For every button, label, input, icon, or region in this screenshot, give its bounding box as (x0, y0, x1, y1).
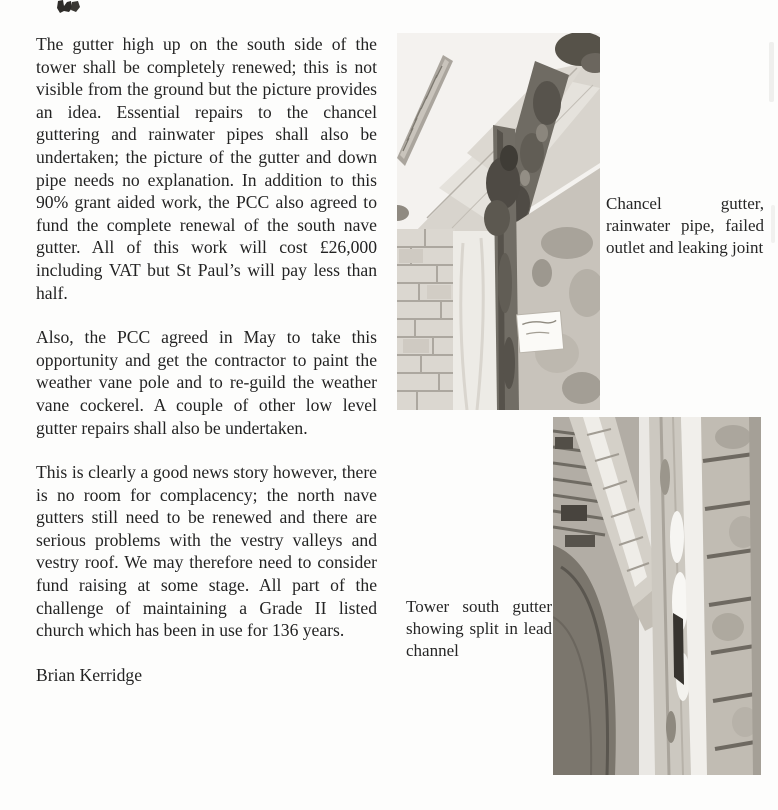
chancel-photo-caption: Chancel gutter, rainwater pipe, failed outlet and leaking joint (606, 194, 764, 257)
ink-blot-shape (56, 0, 81, 20)
paragraph-gutter-renewal: The gutter high up on the south side of the tower shall be completely renewed; this is not visible from the ground but the picture provides an idea. Essential repairs to the chancel guttering and rainwater pipes shall also be undertaken; the picture of the gutter and down pipe needs no explanation. In addition to this 90% grant aided work, the PCC also agreed to fund the complete renewal of the south nave gutter. All of this work will cost £26,000 including VAT but St Paul’s will pay less than half. (36, 34, 377, 303)
article-text-column (36, 33, 377, 686)
scan-edge-smudge (769, 42, 774, 102)
chancel-gutter-photo-image (397, 33, 600, 410)
brick-wall (397, 229, 455, 410)
ink-blot-artifact (56, 0, 81, 20)
stone-blocks (701, 417, 761, 775)
lead-split-crack (673, 613, 684, 685)
notice-sign (517, 311, 564, 353)
tower-photo-caption: Tower south gutter showing split in lead channel (406, 597, 552, 660)
tower-gutter-photo (553, 417, 761, 775)
paragraph-good-news: This is clearly a good news story however, there is no room for complacency; the north nave gutters still need to be renewed and there are serious problems with the vestry valleys and vestry roof. We may therefore need to consider fund raising at some stage. All part of the challenge of maintaining a Grade II listed church which has been in use for 136 years. (36, 462, 377, 641)
scan-edge-smudge (771, 205, 775, 243)
chancel-gutter-photo (397, 33, 600, 410)
author-signature: Brian Kerridge (36, 664, 143, 685)
paragraph-weather-vane: Also, the PCC agreed in May to take this opportunity and get the contractor to paint the weather vane pole and to re-guild the weather vane cockerel. A couple of other low level gutter repairs shall also be undertaken. (36, 327, 377, 438)
middle-wall (453, 231, 499, 410)
tower-gutter-photo-image (553, 417, 761, 775)
